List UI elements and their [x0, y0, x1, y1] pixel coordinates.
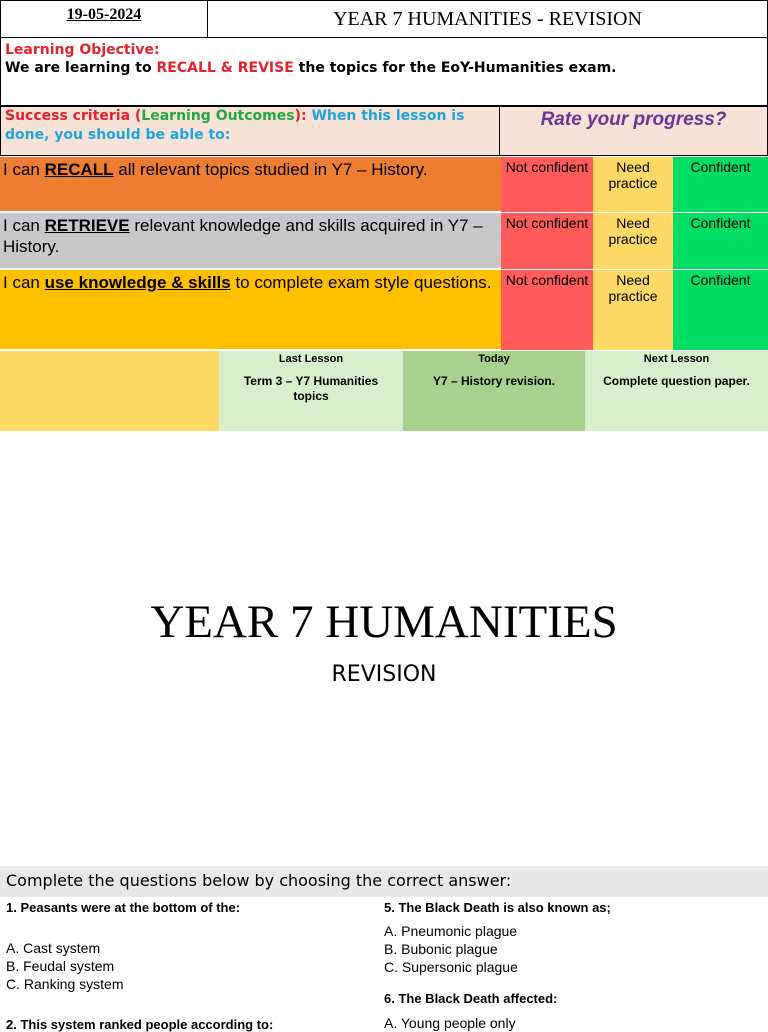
question-1: [6, 900, 366, 993]
rating-confident[interactable]: Confident: [673, 213, 768, 269]
last-lesson-heading: Last Lesson: [278, 353, 344, 365]
question-6: [384, 991, 764, 1032]
today-text: Y7 – History revision.: [432, 374, 556, 388]
rating-need-practice[interactable]: Need practice: [593, 270, 673, 350]
outcome-retrieve: I can RETRIEVE relevant knowledge and skills acquired in Y7 – History.: [0, 213, 501, 269]
next-lesson-text: Complete question paper.: [603, 374, 750, 388]
question-5-option-b[interactable]: B. Bubonic plague: [384, 941, 498, 957]
next-lesson-heading: Next Lesson: [643, 353, 710, 365]
question-6-title: 6. The Black Death affected:: [384, 991, 558, 1006]
outcome-use-knowledge: I can use knowledge & skills to complete exam style questions.: [0, 270, 501, 350]
date: 19-05-2024: [66, 6, 142, 23]
rating-not-confident[interactable]: Not confident: [501, 270, 593, 350]
question-5: [384, 900, 764, 976]
question-1-option-b[interactable]: B. Feudal system: [6, 958, 115, 974]
learning-objective: [0, 38, 768, 106]
main-subtitle: REVISION: [331, 662, 437, 687]
today-cell: [403, 351, 585, 431]
lesson-blank-cell: [0, 351, 219, 431]
rating-confident[interactable]: Confident: [673, 270, 768, 350]
date-cell: [0, 0, 207, 38]
question-6-option-a[interactable]: A. Young people only: [384, 1015, 516, 1031]
last-lesson-cell: [219, 351, 403, 431]
question-5-option-c[interactable]: C. Supersonic plague: [384, 959, 518, 975]
rating-not-confident[interactable]: Not confident: [501, 157, 593, 212]
question-1-title: 1. Peasants were at the bottom of the:: [6, 900, 241, 915]
rating-need-practice[interactable]: Need practice: [593, 213, 673, 269]
next-lesson-cell: [585, 351, 768, 431]
main-title: YEAR 7 HUMANITIES: [150, 596, 618, 648]
question-2-title: 2. This system ranked people according to:: [6, 1017, 274, 1032]
question-5-title: 5. The Black Death is also known as;: [384, 900, 611, 915]
worksheet-title: YEAR 7 HUMANITIES - REVISION: [207, 0, 768, 38]
questions-instructions: Complete the questions below by choosing the correct answer:: [0, 866, 768, 897]
rating-confident[interactable]: Confident: [673, 157, 768, 212]
rate-progress-heading: Rate your progress?: [500, 106, 768, 156]
today-heading: Today: [478, 353, 510, 365]
objective-label: Learning Objective:: [5, 42, 160, 58]
rating-need-practice[interactable]: Need practice: [593, 157, 673, 212]
success-criteria: Success criteria (Learning Outcomes): When this lesson is done, you should be able to:: [0, 106, 500, 156]
question-1-option-a[interactable]: A. Cast system: [6, 940, 101, 956]
question-5-option-a[interactable]: A. Pneumonic plague: [384, 923, 518, 939]
outcome-recall: I can RECALL all relevant topics studied in Y7 – History.: [0, 157, 501, 212]
rating-not-confident[interactable]: Not confident: [501, 213, 593, 269]
objective-text: We are learning to RECALL & REVISE the topics for the EoY-Humanities exam.: [5, 60, 617, 76]
last-lesson-text: Term 3 – Y7 Humanities topics: [243, 374, 379, 403]
question-1-option-c[interactable]: C. Ranking system: [6, 976, 124, 992]
